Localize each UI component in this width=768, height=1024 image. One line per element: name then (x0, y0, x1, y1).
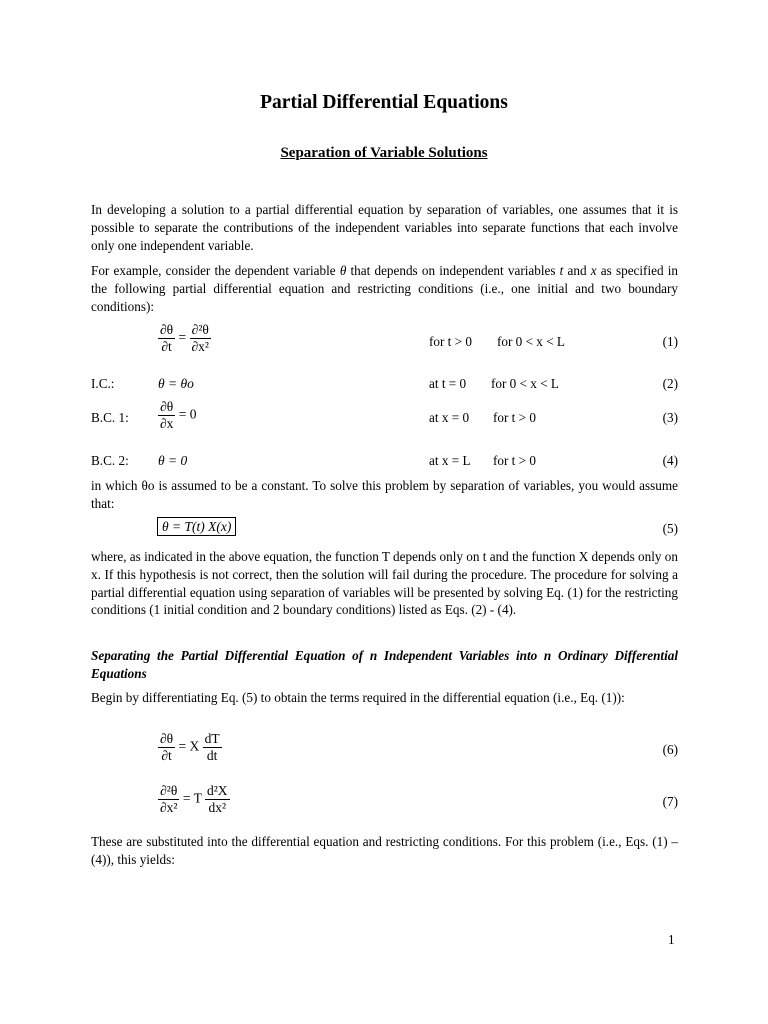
equation-4-number: (4) (662, 453, 678, 468)
initial-condition-label: I.C.: (91, 376, 115, 391)
boundary-condition-1-label: B.C. 1: (91, 410, 129, 425)
equation-2: θ = θo (158, 376, 194, 391)
equation-3: $\frac{\partial\theta}{\partial x}$ = 0 (160, 399, 197, 431)
equation-4-condition-x: at x = L (429, 453, 471, 468)
equation-6-number: (6) (662, 742, 678, 757)
boundary-condition-2-label: B.C. 2: (91, 453, 129, 468)
equation-1: $\frac{\partial\theta}{\partial t}$ = $\frac{\text{∂²θ}}{\text{∂x²}}$ (160, 322, 209, 354)
equation-5-number: (5) (662, 521, 678, 536)
section-subtitle: Separation of Variable Solutions (280, 145, 488, 161)
page-number: 1 (668, 932, 675, 947)
page-title: Partial Differential Equations (260, 92, 508, 113)
example-paragraph: For example, consider the dependent variable θ that depends on independent variables t and x as specified in the following partial differential equation and restricting conditions (i.e., one initial and two boundary conditions): (91, 263, 679, 314)
equation-4: θ = 0 (158, 453, 188, 468)
equation-3-condition-x: at x = 0 (429, 410, 470, 425)
equation-4-condition-t: for t > 0 (493, 453, 536, 468)
equation-1-condition-x: for 0 < x < L (497, 334, 565, 349)
equation-2-condition-t: at t = 0 (429, 376, 467, 391)
equation-5: θ = T(t) X(x) (157, 518, 236, 536)
equation-2-number: (2) (662, 376, 678, 391)
equation-7-number: (7) (662, 794, 678, 809)
equation-1-number: (1) (662, 334, 678, 349)
equation-3-number: (3) (662, 410, 678, 425)
constant-paragraph: in which θo is assumed to be a constant. To solve this problem by separation of variables, you would assume that: (91, 478, 678, 511)
equation-2-condition-x: for 0 < x < L (491, 376, 559, 391)
equation-3-condition-t: for t > 0 (493, 410, 536, 425)
intro-paragraph: In developing a solution to a partial differential equation by separation of variables, one assumes that it is possible to separate the contributions of the independent variables into separate functions that each involve only one independent variable. (91, 202, 678, 253)
hypothesis-paragraph: where, as indicated in the above equation, the function T depends only on t and the function X depends only on x. If this hypothesis is not correct, then the solution will fail during the procedure. The procedure for solving a partial differential equation using separation of variables will be presented by solving Eq. (1) for the restricting conditions (1 initial condition and 2 boundary conditions) listed as Eqs. (2) - (4). (91, 549, 678, 618)
equation-1-condition-t: for t > 0 (429, 334, 472, 349)
differentiate-paragraph: Begin by differentiating Eq. (5) to obtain the terms required in the differential equation (i.e., Eq. (1)): (91, 690, 625, 705)
section-heading: Separating the Partial Differential Equation of n Independent Variables into n Ordinary Differential Equations (91, 648, 678, 681)
equation-7: $\frac{\text{∂²θ}}{\text{∂x²}}$ = T $\frac{\text{d²X}}{\text{dx²}}$ (160, 783, 228, 815)
substitute-paragraph: These are substituted into the differential equation and restricting conditions. For this problem (i.e., Eqs. (1) – (4)), this yields: (91, 834, 678, 867)
equation-6: $\frac{\partial\theta}{\partial t}$ = X $\frac{dT}{dt}$ (160, 731, 220, 763)
